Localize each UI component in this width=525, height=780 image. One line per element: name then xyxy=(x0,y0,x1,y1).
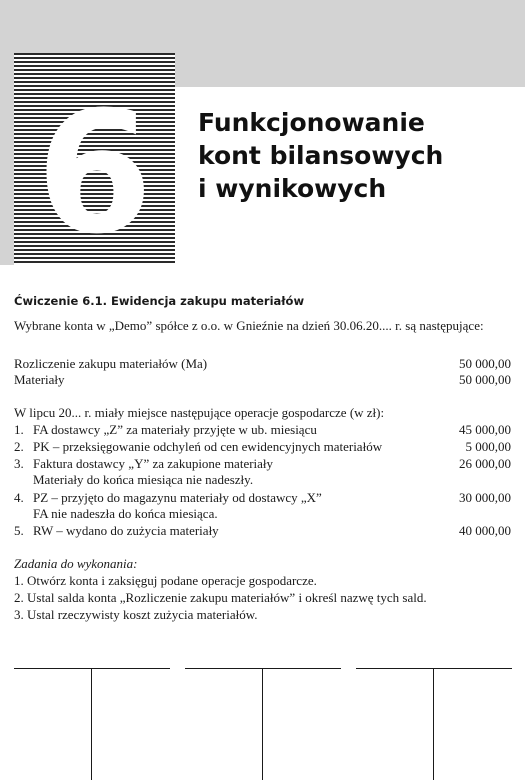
balance-row xyxy=(14,372,511,388)
t-account-center-line xyxy=(91,668,92,780)
task-item: 3. Ustal rzeczywisty koszt zużycia materiałów. xyxy=(14,607,258,622)
operation-row xyxy=(14,439,511,455)
t-account xyxy=(356,668,512,780)
operation-number: 2. xyxy=(14,439,24,454)
operation-amount: 5 000,00 xyxy=(465,439,511,454)
operation-number: 1. xyxy=(14,422,24,437)
t-account-center-line xyxy=(433,668,434,780)
operation-amount: 26 000,00 xyxy=(459,456,511,471)
operation-note: FA nie nadeszła do końca miesiąca. xyxy=(33,506,218,521)
t-account xyxy=(185,668,341,780)
operation-number: 5. xyxy=(14,523,24,538)
operation-description: PK – przeksięgowanie odchyleń od cen ewidencyjnych materiałów xyxy=(33,439,383,454)
exercise-heading: Ćwiczenie 6.1. Ewidencja zakupu materiałów xyxy=(14,294,305,308)
t-account-top-line xyxy=(14,668,170,669)
operation-row xyxy=(14,523,511,539)
operation-amount: 45 000,00 xyxy=(459,422,511,437)
balance-amount: 50 000,00 xyxy=(459,356,511,371)
chapter-title-line-1: Funkcjonowanie xyxy=(198,108,425,137)
operation-number: 4. xyxy=(14,490,24,505)
balance-label: Rozliczenie zakupu materiałów (Ma) xyxy=(14,356,208,371)
operations-intro: W lipcu 20... r. miały miejsce następujące operacje gospodarcze (w zł): xyxy=(14,405,385,420)
t-account xyxy=(14,668,170,780)
operation-description: PZ – przyjęto do magazynu materiały od dostawcy „X” xyxy=(33,490,322,505)
operation-row xyxy=(14,456,511,472)
operation-description: Faktura dostawcy „Y” za zakupione materiały xyxy=(33,456,274,471)
operation-number: 3. xyxy=(14,456,24,471)
chapter-number: 6 xyxy=(36,75,153,265)
operation-row xyxy=(14,490,511,506)
operation-description: FA dostawcy „Z” za materiały przyjęte w ub. miesiącu xyxy=(33,422,317,437)
balance-label: Materiały xyxy=(14,372,65,387)
balance-row xyxy=(14,356,511,372)
balance-amount: 50 000,00 xyxy=(459,372,511,387)
task-item: 1. Otwórz konta i zaksięguj podane operacje gospodarcze. xyxy=(14,573,317,588)
chapter-title-line-3: i wynikowych xyxy=(198,174,387,203)
chapter-title-line-2: kont bilansowych xyxy=(198,141,444,170)
operation-row xyxy=(14,422,511,438)
operation-amount: 40 000,00 xyxy=(459,523,511,538)
task-item: 2. Ustal salda konta „Rozliczenie zakupu materiałów” i określ nazwę tych sald. xyxy=(14,590,427,605)
operation-amount: 30 000,00 xyxy=(459,490,511,505)
operation-note: Materiały do końca miesiąca nie nadeszły. xyxy=(33,472,254,487)
t-account-top-line xyxy=(356,668,512,669)
tasks-heading: Zadania do wykonania: xyxy=(14,556,138,571)
exercise-intro: Wybrane konta w „Demo” spółce z o.o. w Gnieźnie na dzień 30.06.20.... r. są następujące: xyxy=(14,318,484,333)
operation-description: RW – wydano do zużycia materiały xyxy=(33,523,219,538)
chapter-title xyxy=(198,106,518,205)
chapter-number-block xyxy=(14,53,175,265)
t-account-center-line xyxy=(262,668,263,780)
t-account-top-line xyxy=(185,668,341,669)
